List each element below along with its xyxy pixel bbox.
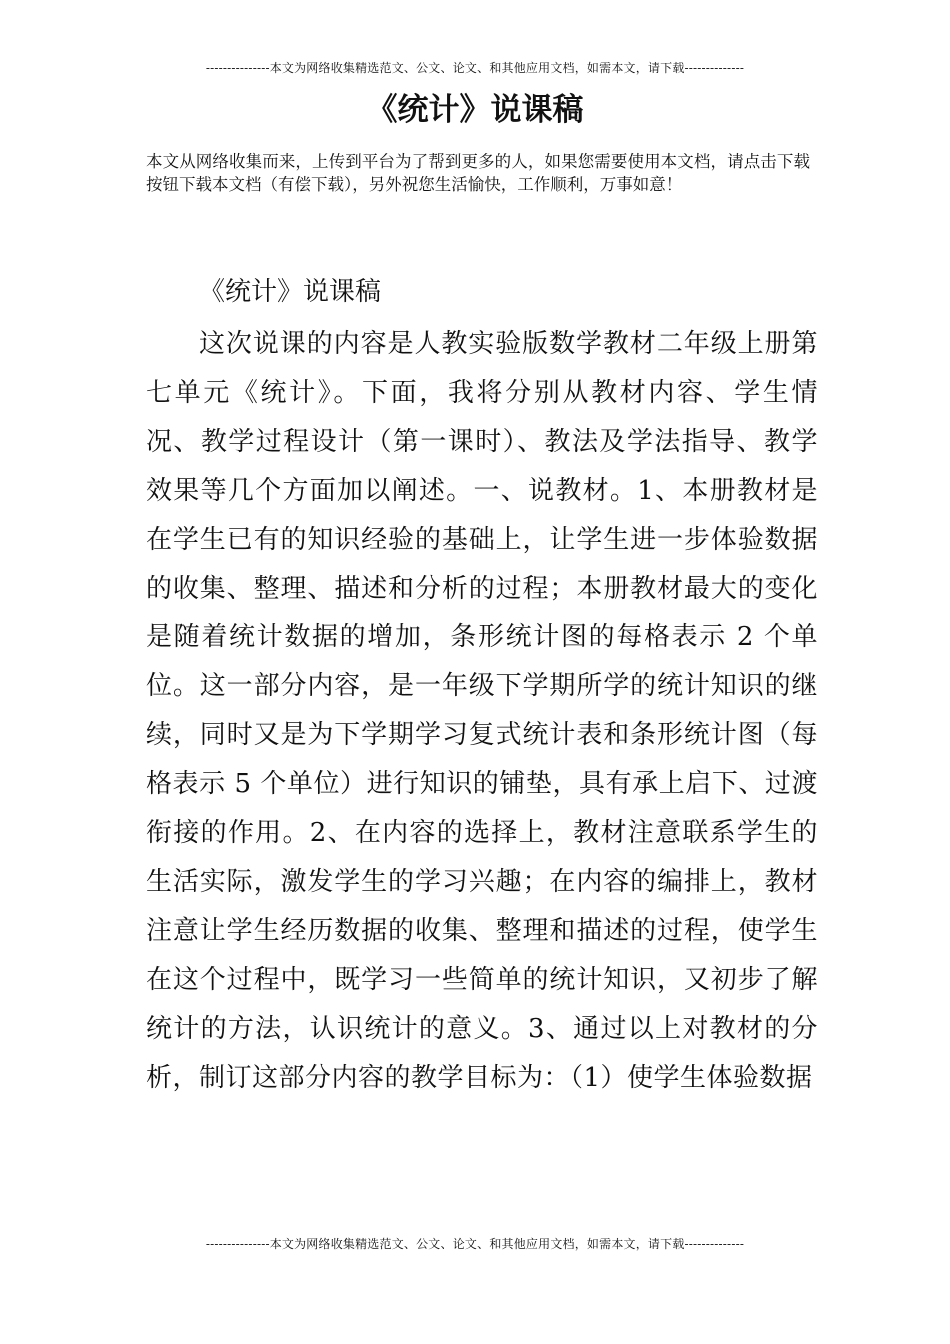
document-title: 《统计》说课稿 xyxy=(366,92,584,128)
section-subtitle: 《统计》说课稿 xyxy=(199,277,382,307)
header-banner: ---------------本文为网络收集精选范文、公文、论文、和其他应用文档，如需本文，请下载-------------- xyxy=(205,61,745,75)
intro-paragraph: 本文从网络收集而来，上传到平台为了帮到更多的人，如果您需要使用本文档，请点击下载按钮下载本文档（有偿下载），另外祝您生活愉快，工作顺利，万事如意！ xyxy=(146,152,810,194)
footer-banner: ---------------本文为网络收集精选范文、公文、论文、和其他应用文档，如需本文，请下载-------------- xyxy=(205,1237,745,1251)
body-paragraph: 这次说课的内容是人教实验版数学教材二年级上册第七单元《统计》。下面，我将分别从教材内容、学生情况、教学过程设计（第一课时）、教法及学法指导、教学效果等几个方面加以阐述。一、说教材。1、本册教材是在学生已有的知识经验的基础上，让学生进一步体验数据的收集、整理、描述和分析的过程；本册教材最大的变化是随着统计数据的增加，条形统计图的每格表示 2 个单位。这一部分内容，是一年级下学期所学的统计知识的继续，同时又是为下学期学习复式统计表和条形统计图（每格表示 5 个单位）进行知识的铺垫，具有承上启下、过渡衔接的作用。2、在内容的选择上，教材注意联系学生的生活实际，激发学生的学习兴趣；在内容的编排上，教材注意让学生经历数据的收集、整理和描述的过程，使学生在这个过程中，既学习一些简单的统计知识，又初步了解统计的方法，认识统计的意义。3、通过以上对教材的分析，制订这部分内容的教学目标为：（1）使学生体验数据 xyxy=(146,329,818,1093)
